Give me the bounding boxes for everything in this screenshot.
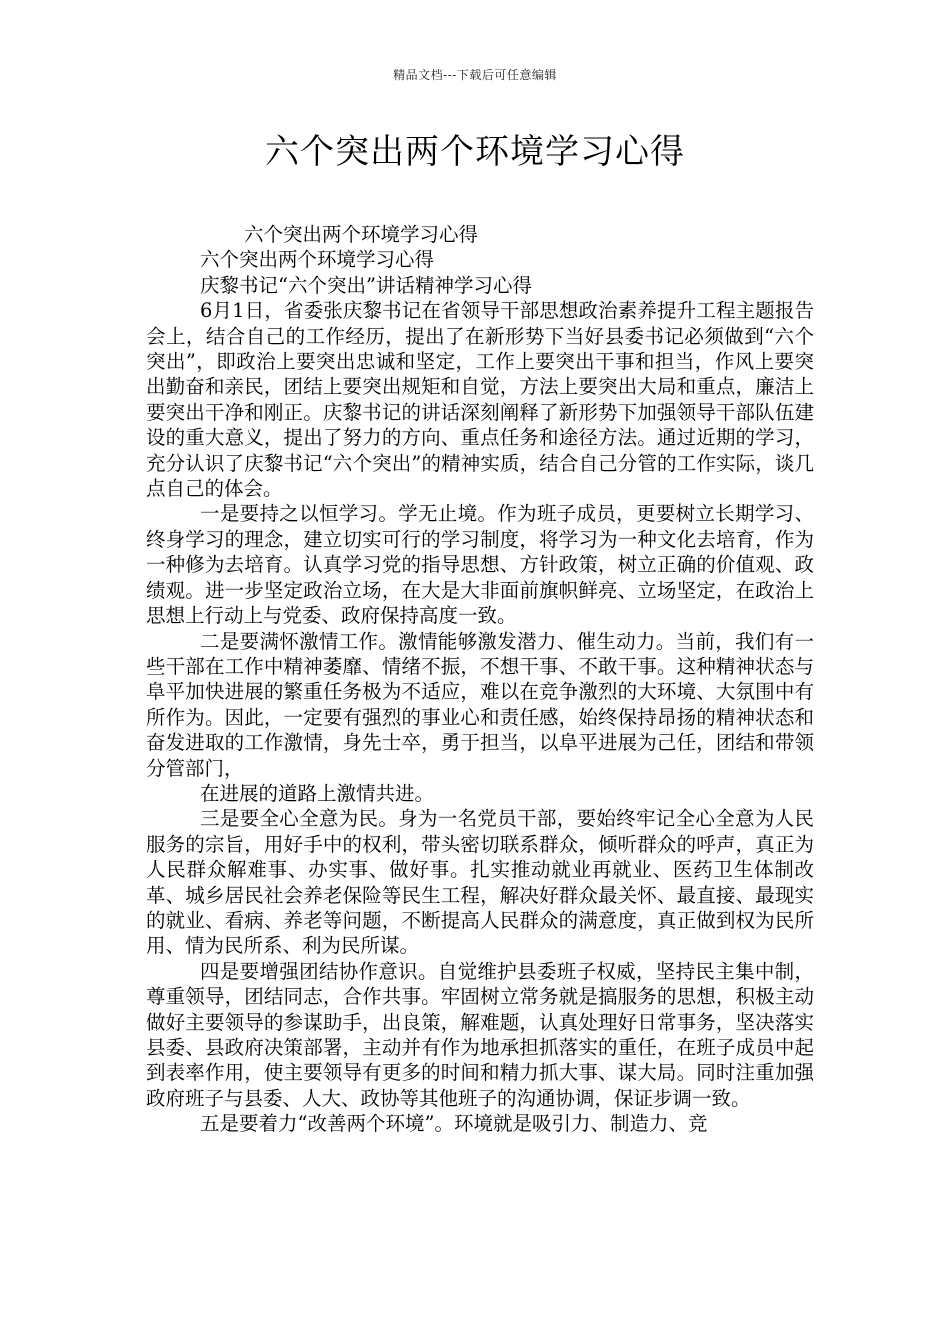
paragraph-point-4: 四是要增强团结协作意识。自觉维护县委班子权威，坚持民主集中制，尊重领导，团结同志，合作共事。牢固树立常务就是搞服务的思想，积极主动做好主要领导的参谋助手，出良策，解难题，认真处理好日常事务，坚决落实县委、县政府决策部署，主动并有作为地承担抓落实的重任，在班子成员中起到表率作用，使主要领导有更多的时间和精力抓大事、谋大局。同时注重加强政府班子与县委、人大、政协等其他班子的沟通协调，保证步调一致。: [146, 959, 814, 1110]
subtitle-1: 六个突出两个环境学习心得: [244, 223, 479, 246]
paragraph-point-2: 二是要满怀激情工作。激情能够激发潜力、催生动力。当前，我们有一些干部在工作中精神萎靡、情绪不振，不想干事、不敢干事。这种精神状态与阜平加快进展的繁重任务极为不适应，难以在竞争激烈的大环境、大氛围中有所作为。因此，一定要有强烈的事业心和责任感，始终保持昂扬的精神状态和奋发进取的工作激情，身先士卒，勇于担当，以阜平进展为己任，团结和带领分管部门，: [146, 629, 814, 780]
paragraph-point-5: 五是要着力“改善两个环境”。环境就是吸引力、制造力、竞: [200, 1112, 708, 1136]
paragraph-intro: 6月1日，省委张庆黎书记在省领导干部思想政治素养提升工程主题报告会上，结合自己的工作经历，提出了在新形势下当好县委书记必须做到“六个突出”，即政治上要突出忠诚和坚定，工作上要突出干事和担当，作风上要突出勤奋和亲民，团结上要突出规矩和自觉，方法上要突出大局和重点，廉洁上要突出干净和刚正。庆黎书记的讲话深刻阐释了新形势下加强领导干部队伍建设的重大意义，提出了努力的方向、重点任务和途径方法。通过近期的学习，充分认识了庆黎书记“六个突出”的精神实质，结合自己分管的工作实际，谈几点自己的体会。: [146, 299, 814, 501]
subtitle-2: 六个突出两个环境学习心得: [200, 248, 435, 272]
document-title: 六个突出两个环境学习心得: [265, 132, 685, 172]
paragraph-point-1: 一是要持之以恒学习。学无止境。作为班子成员，更要树立长期学习、终身学习的理念，建立切实可行的学习制度，将学习为一种文化去培育，作为一种修为去培育。认真学习党的指导思想、方针政策，树立正确的价值观、政绩观。进一步坚定政治立场，在大是大非面前旗帜鲜亮、立场坚定，在政治上思想上行动上与党委、政府保持高度一致。: [146, 502, 814, 628]
header-note: 精品文档---下载后可任意编辑: [393, 68, 557, 82]
document-body: [146, 222, 814, 1137]
subtitle-3: 庆黎书记“六个突出”讲话精神学习心得: [200, 273, 532, 297]
paragraph-point-2-cont: 在进展的道路上激情共进。: [200, 781, 435, 805]
paragraph-point-3: 三是要全心全意为民。身为一名党员干部，要始终牢记全心全意为人民服务的宗旨，用好手中的权利，带头密切联系群众，倾听群众的呼声，真正为人民群众解难事、办实事、做好事。扎实推动就业再就业、医药卫生体制改革、城乡居民社会养老保险等民生工程，解决好群众最关怀、最直接、最现实的就业、看病、养老等问题，不断提高人民群众的满意度，真正做到权为民所用、情为民所系、利为民所谋。: [146, 807, 814, 958]
